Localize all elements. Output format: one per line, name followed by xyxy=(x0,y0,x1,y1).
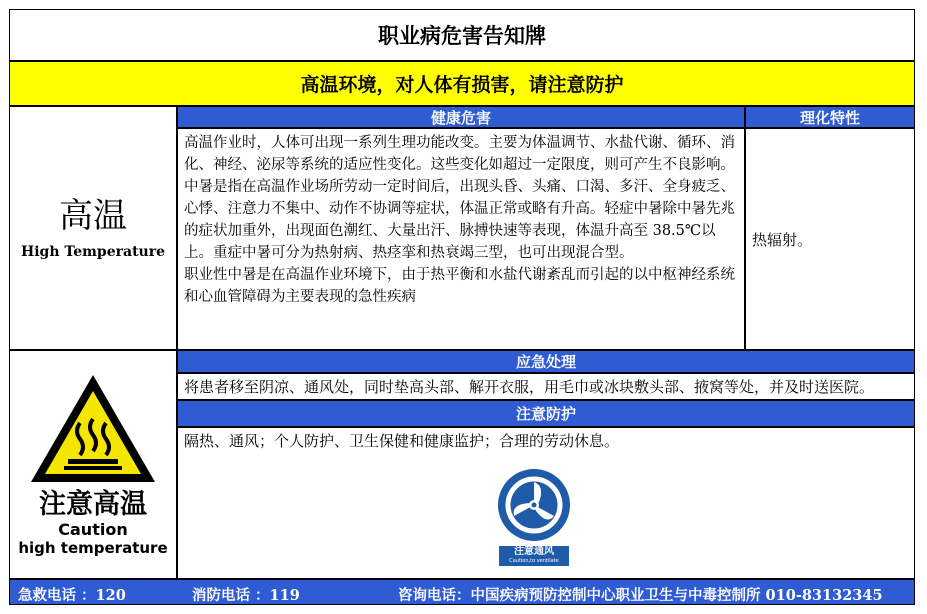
properties-header: 理化特性 xyxy=(745,106,915,128)
health-paragraph: 高温作业时，人体可出现一系列生理功能改变。主要为体温调节、水盐代谢、循环、消化、神经、泌尿等系统的适应性变化。这些变化如超过一定限度，则可产生不良影响。 xyxy=(184,135,735,173)
hazard-name-cell xyxy=(9,106,177,350)
health-hazard-text xyxy=(177,128,745,350)
footer-bar xyxy=(9,579,915,605)
emergency-header: 应急处理 xyxy=(177,350,915,373)
warning-banner: 高温环境，对人体有损害，请注意防护 xyxy=(9,61,915,106)
first-aid-phone: 急救电话 ：120 xyxy=(18,587,126,604)
hazard-name-cn: 高温 xyxy=(59,196,127,236)
hot-surface-warning-icon xyxy=(28,371,158,486)
health-paragraph: 中暑是指在高温作业场所劳动一定时间后，出现头昏、头痛、口渴、多汗、全身疲乏、心悸、注意力不集中、动作不协调等症状，体温正常或略有升高。轻症中暑除中暑先兆的症状加重外，出现面色潮红、大量出汗、脉搏快速等表现，体温升高至 38.5℃以上。重症中暑可分为热射病、热痉挛和热衰竭三型，也可出现混合型。 xyxy=(184,179,735,261)
properties-text: 热辐射。 xyxy=(745,128,915,350)
ventilation-sign-en: Caution,to ventilate xyxy=(509,558,559,564)
caution-sign-en-line2: high temperature xyxy=(18,539,168,557)
ventilation-sign-label xyxy=(499,546,569,566)
health-hazard-header: 健康危害 xyxy=(177,106,745,128)
ventilation-sign xyxy=(495,466,573,568)
consult-phone: 咨询电话：中国疾病预防控制中心职业卫生与中毒控制所 010-83132345 xyxy=(398,587,883,604)
ventilation-sign-cn: 注意通风 xyxy=(514,546,554,557)
notice-board xyxy=(9,9,915,605)
precautions-text: 隔热、通风；个人防护、卫生保健和健康监护；合理的劳动休息。 xyxy=(184,432,620,450)
caution-sign-en-line1: Caution xyxy=(58,520,128,539)
precautions-cell xyxy=(177,427,915,579)
health-paragraph: 职业性中暑是在高温作业环境下，由于热平衡和水盐代谢紊乱而引起的以中枢神经系统和心血管障碍为主要表现的急性疾病 xyxy=(184,267,735,305)
emergency-text: 将患者移至阴凉、通风处，同时垫高头部、解开衣服，用毛巾或冰块敷头部、掖窝等处，并及时送医院。 xyxy=(177,373,915,400)
caution-sign-cell xyxy=(9,350,177,579)
hazard-name-en: High Temperature xyxy=(21,244,165,260)
board-title: 职业病危害告知牌 xyxy=(9,9,915,61)
caution-sign-cn: 注意高温 xyxy=(39,489,147,520)
fire-phone: 消防电话 ：119 xyxy=(192,587,300,604)
precautions-header: 注意防护 xyxy=(177,400,915,427)
ventilation-fan-icon xyxy=(495,466,573,544)
